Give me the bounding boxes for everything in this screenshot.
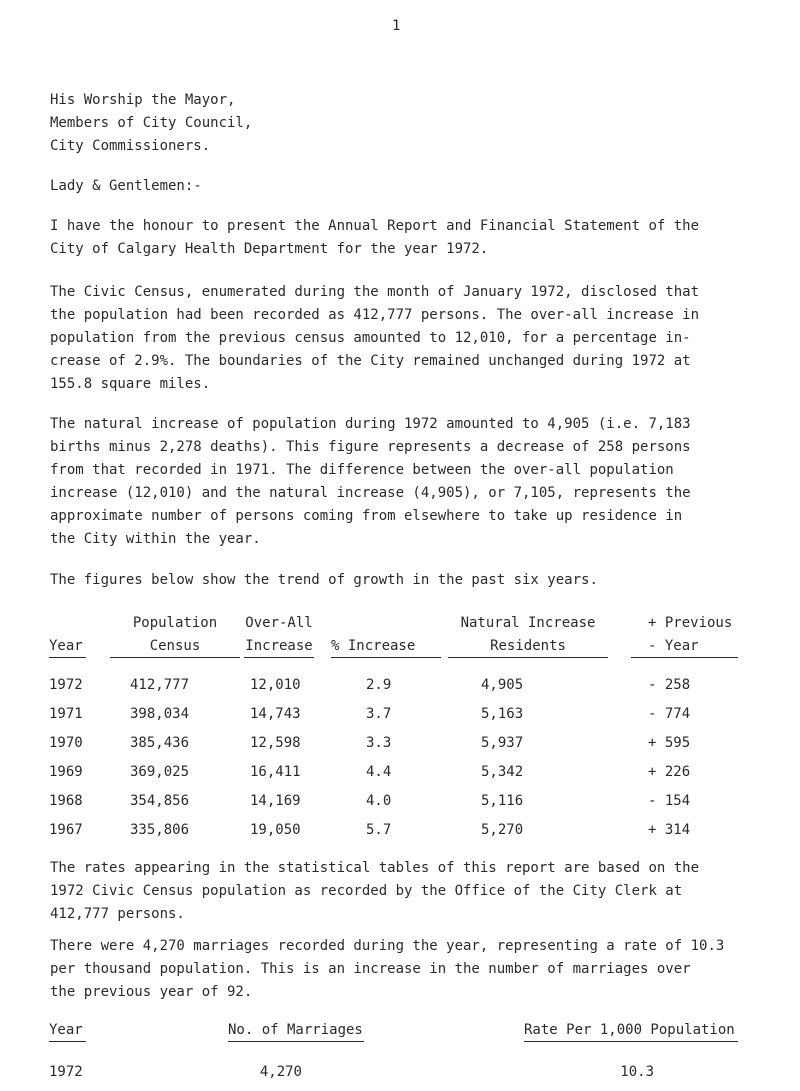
cell-population: 412,777 [130,677,190,693]
salutation-line: His Worship the Mayor, [50,92,236,108]
header-rate: Rate Per 1,000 Population [524,1022,735,1038]
cell-pct: 2.9 [366,677,392,693]
header-marriages: No. of Marriages [228,1022,363,1038]
header-underline [110,657,240,658]
cell-over-all: 16,411 [250,764,301,780]
cell-previous: + 595 [648,735,691,751]
cell-pct: 5.7 [366,822,392,838]
text-line: 155.8 square miles. [50,376,211,392]
text-line: 412,777 persons. [50,906,185,922]
cell-pct: 4.0 [366,793,392,809]
header-increase: Increase [245,638,313,654]
cell-natural: 5,163 [481,706,524,722]
cell-year: 1968 [49,793,83,809]
cell-population: 385,436 [130,735,190,751]
header-population: Population [132,615,218,631]
header-underline [331,657,441,658]
text-line: The rates appearing in the statistical tables of this report are based on the [50,860,700,876]
salutation-line: City Commissioners. [50,138,211,154]
text-line: increase (12,010) and the natural increase (4,905), or 7,105, represents the [50,485,691,501]
text-line: population from the previous census amounted to 12,010, for a percentage in- [50,330,691,346]
cell-over-all: 14,743 [250,706,301,722]
cell-previous: + 226 [648,764,691,780]
text-line: the population had been recorded as 412,777 persons. The over-all increase in [50,307,700,323]
header-residents: Residents [490,638,566,654]
header-underline [244,657,314,658]
text-line: There were 4,270 marriages recorded during the year, representing a rate of 10.3 [50,938,725,954]
page-number: 1 [392,18,401,34]
cell-year: 1967 [49,822,83,838]
cell-year: 1971 [49,706,83,722]
cell-previous: + 314 [648,822,691,838]
cell-natural: 5,270 [481,822,524,838]
cell-marriages: 4,270 [259,1064,302,1080]
cell-rate: 10.3 [620,1064,654,1080]
header-underline [228,1041,364,1042]
text-line: City of Calgary Health Department for the year 1972. [50,241,489,257]
cell-population: 398,034 [130,706,190,722]
cell-year: 1969 [49,764,83,780]
text-line: I have the honour to present the Annual Report and Financial Statement of the [50,218,700,234]
text-line: the previous year of 92. [50,984,253,1000]
cell-population: 369,025 [130,764,190,780]
text-line: 1972 Civic Census population as recorded by the Office of the City Clerk at [50,883,683,899]
header-year: Year [49,1022,83,1038]
header-year-prev: - Year [648,638,699,654]
cell-over-all: 14,169 [250,793,301,809]
greeting: Lady & Gentlemen:- [50,178,202,194]
cell-year: 1972 [49,677,83,693]
cell-year: 1972 [49,1064,83,1080]
cell-previous: - 154 [648,793,691,809]
text-line: per thousand population. This is an increase in the number of marriages over [50,961,691,977]
cell-over-all: 12,010 [250,677,301,693]
cell-previous: - 774 [648,706,691,722]
cell-natural: 5,342 [481,764,524,780]
cell-population: 354,856 [130,793,190,809]
header-year: Year [49,638,83,654]
cell-previous: - 258 [648,677,691,693]
header-underline [631,657,738,658]
header-census: Census [149,638,201,654]
text-line: The Civic Census, enumerated during the month of January 1972, disclosed that [50,284,700,300]
cell-pct: 3.7 [366,706,392,722]
header-underline [49,657,86,658]
header-previous: + Previous [648,615,733,631]
header-pct-increase: % Increase [331,638,416,654]
cell-population: 335,806 [130,822,190,838]
cell-over-all: 19,050 [250,822,301,838]
cell-natural: 5,116 [481,793,524,809]
text-line: The natural increase of population during 1972 amounted to 4,905 (i.e. 7,183 [50,416,691,432]
cell-natural: 4,905 [481,677,524,693]
text-line: crease of 2.9%. The boundaries of the City remained unchanged during 1972 at [50,353,691,369]
header-natural-increase: Natural Increase [460,615,596,631]
cell-pct: 3.3 [366,735,392,751]
paragraph-trend: The figures below show the trend of growth in the past six years. [50,572,598,588]
text-line: the City within the year. [50,531,261,547]
cell-pct: 4.4 [366,764,392,780]
salutation-line: Members of City Council, [50,115,253,131]
text-line: approximate number of persons coming from elsewhere to take up residence in [50,508,683,524]
header-underline [524,1041,738,1042]
header-underline [49,1041,86,1042]
text-line: births minus 2,278 deaths). This figure represents a decrease of 258 persons [50,439,691,455]
header-over-all: Over-All [245,615,313,631]
header-underline [448,657,608,658]
cell-year: 1970 [49,735,83,751]
cell-natural: 5,937 [481,735,524,751]
cell-over-all: 12,598 [250,735,301,751]
text-line: from that recorded in 1971. The difference between the over-all population [50,462,674,478]
